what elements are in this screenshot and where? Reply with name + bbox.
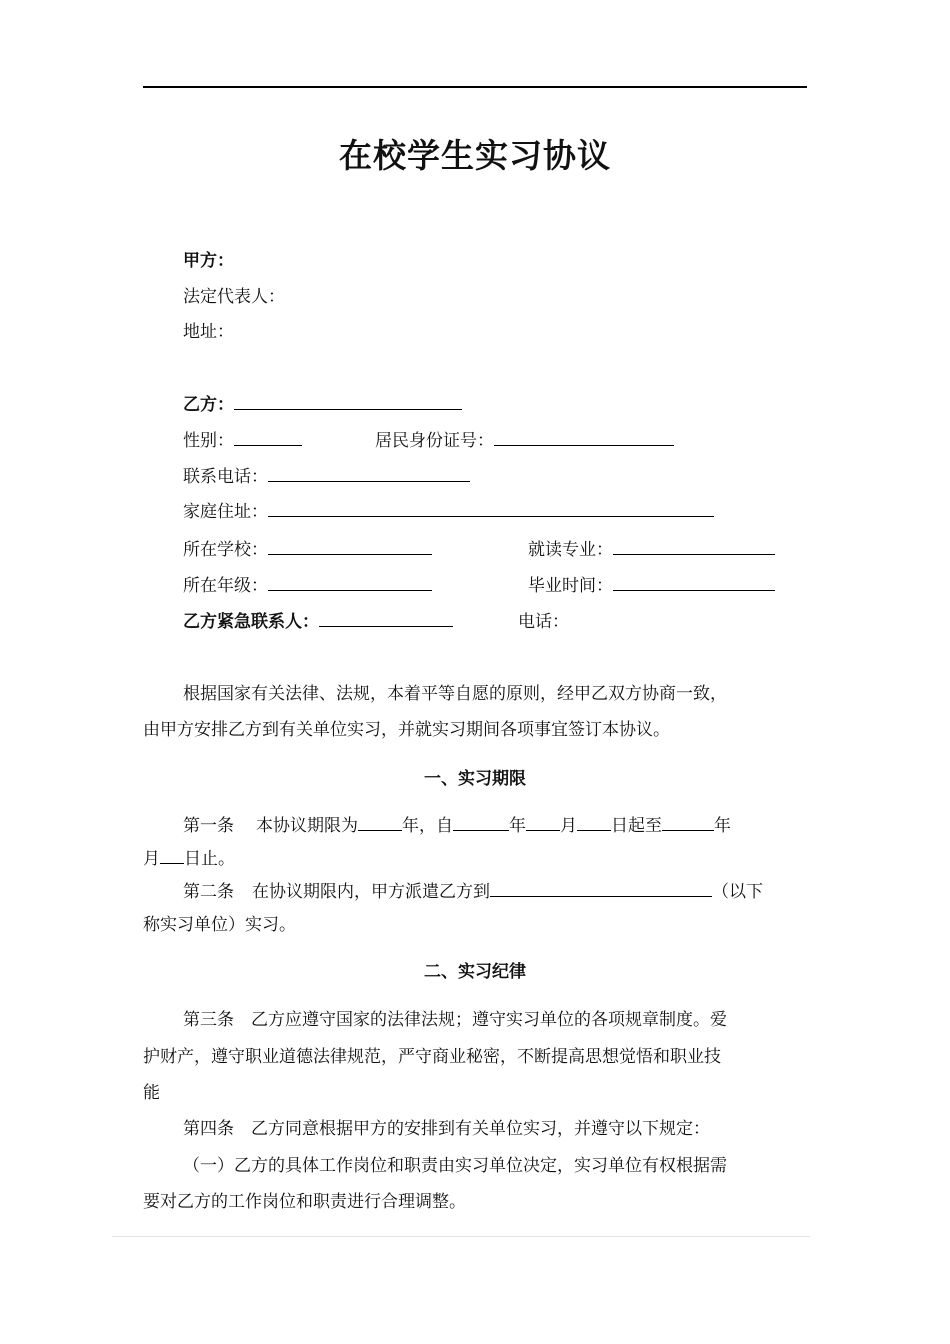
article-1-line-2 [143,844,235,869]
article-1-end-month-label: 月 [143,849,160,869]
grade-label: 所在年级： [183,576,268,596]
article-2-text: 在协议期限内，甲方派遣乙方到 [252,882,490,902]
article-3-line-3: 能 [143,1083,160,1103]
gender-blank [234,427,302,446]
article-4-line-1: 第四条 乙方同意根据甲方的安排到有关单位实习，并遵守以下规定： [183,1119,710,1139]
gender-row [183,426,302,451]
article-1-year-label-2: 年 [509,816,526,836]
phone-blank [268,463,470,482]
school-label: 所在学校： [183,540,268,560]
article-1-year-label: 年，自 [402,816,453,836]
phone-label: 联系电话： [183,467,268,487]
section-1-heading: 一、实习期限 [424,769,526,789]
emergency-contact-blank [319,608,453,627]
article-1-end-year-blank [662,812,714,831]
id-number-blank [494,427,674,446]
id-number-row [375,426,674,451]
party-b-blank [234,391,462,410]
party-a-legal-rep: 法定代表人： [183,287,285,307]
major-label: 就读专业： [528,540,613,560]
article-2-line-1 [183,877,763,902]
document-title: 在校学生实习协议 [339,136,611,175]
phone-row [183,462,470,487]
school-row [183,535,432,560]
emergency-contact-label: 乙方紧急联系人： [183,612,319,632]
article-3-line-1: 第三条 乙方应遵守国家的法律法规；遵守实习单位的各项规章制度。爱 [183,1010,727,1030]
article-1-year-label-3: 年 [714,816,731,836]
party-b-label: 乙方： [183,395,234,415]
article-2-line-2: 称实习单位）实习。 [143,915,296,935]
page-footer-rule [112,1236,810,1237]
graduation-row [528,571,775,596]
article-1-end-day-blank [160,845,184,864]
party-a-label: 甲方： [183,251,234,271]
home-address-label: 家庭住址： [183,502,268,522]
article-1-text: 本协议期限为 [256,816,358,836]
major-blank [613,536,775,555]
major-row [528,535,775,560]
intro-line-1: 根据国家有关法律、法规，本着平等自愿的原则，经甲乙双方协商一致， [183,684,727,704]
grade-row [183,571,432,596]
article-1-start-month-blank [526,812,560,831]
graduation-label: 毕业时间： [528,576,613,596]
gender-label: 性别： [183,431,234,451]
header-rule [143,86,807,88]
home-address-row [183,497,714,522]
article-1-prefix: 第一条 [183,816,234,836]
party-a-address: 地址： [183,322,234,342]
graduation-blank [613,572,775,591]
article-1-line-1 [183,811,731,836]
article-2-prefix: 第二条 [183,882,234,902]
article-1-day-label: 日起至 [611,816,662,836]
grade-blank [268,572,432,591]
article-3-line-2: 护财产，遵守职业道德法律规范，严守商业秘密，不断提高思想觉悟和职业技 [143,1047,721,1067]
article-1-month-label: 月 [560,816,577,836]
emergency-contact-row [183,607,453,632]
article-1-start-day-blank [577,812,611,831]
home-address-blank [268,498,714,517]
id-number-label: 居民身份证号： [375,431,494,451]
article-1-term-blank [358,812,402,831]
section-2-heading: 二、实习纪律 [424,962,526,982]
article-2-suffix: （以下 [712,882,763,902]
intro-line-2: 由甲方安排乙方到有关单位实习，并就实习期间各项事宜签订本协议。 [143,720,670,740]
article-1-end-day-label: 日止。 [184,849,235,869]
article-4-item-1-line-1: （一）乙方的具体工作岗位和职责由实习单位决定，实习单位有权根据需 [183,1156,727,1176]
party-b-row [183,390,462,415]
article-2-unit-blank [490,878,712,897]
article-4-item-1-line-2: 要对乙方的工作岗位和职责进行合理调整。 [143,1192,466,1212]
article-1-start-year-blank [453,812,509,831]
school-blank [268,536,432,555]
emergency-phone-label: 电话： [518,612,569,632]
